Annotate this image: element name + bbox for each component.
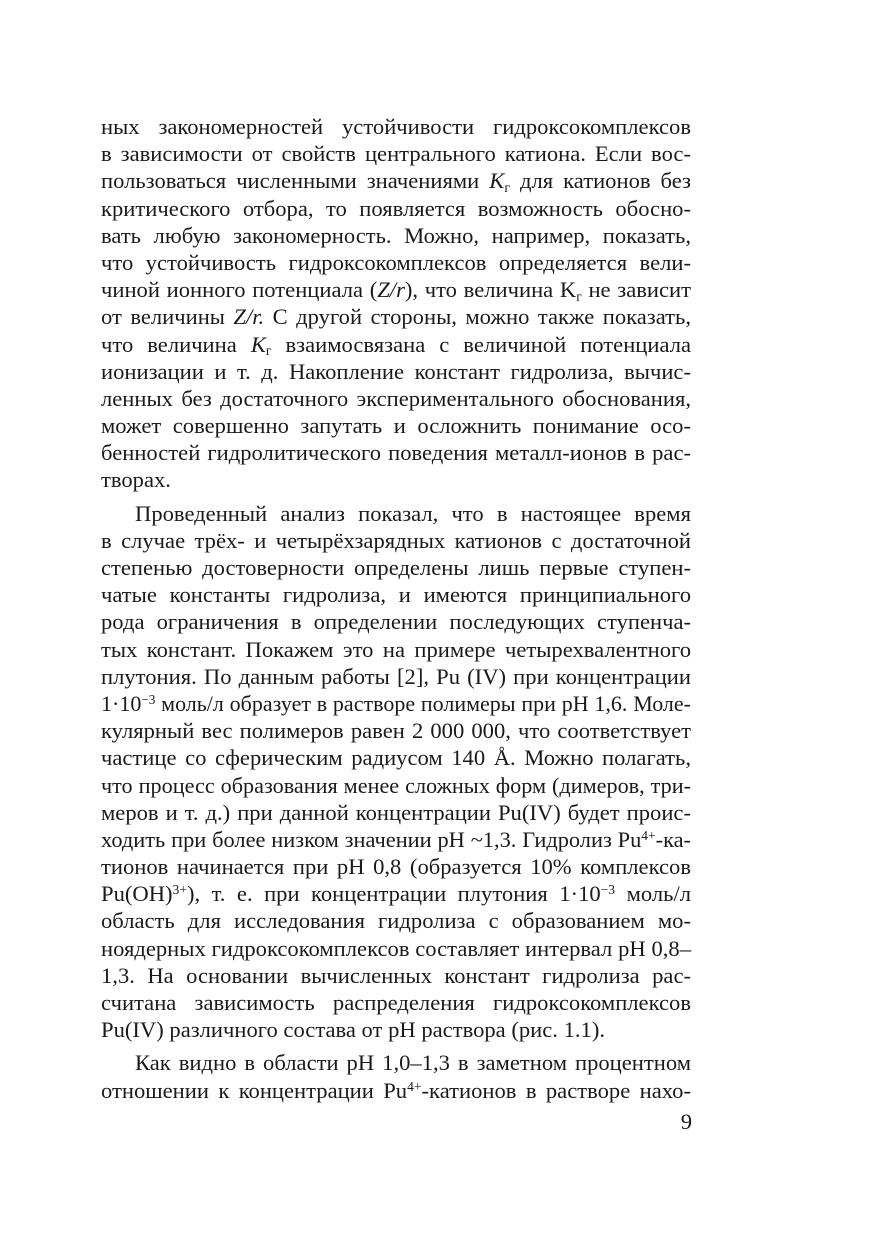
- text-line: может совершенно запутать и осложнить понимание осо-: [101, 413, 691, 439]
- text-line: тых констант. Покажем это на примере четырехвалентного: [101, 636, 691, 662]
- text-line: от величины Z/r. С другой стороны, можно также показать,: [101, 304, 692, 330]
- text-line: ленных без достаточного экспериментального обоснования,: [101, 385, 691, 411]
- text-line: тионов начинается при pH 0,8 (образуется 10% комплексов: [101, 854, 691, 880]
- text-line: пользоваться численными значениями $K_г$ для катионов без: [101, 168, 691, 196]
- text-line: Pu(OH)$^{3+}$), т. е. при концентрации плутония $1\cdot 10^{-3}$ моль/л: [101, 881, 691, 907]
- text-line: ноядерных гидроксокомплексов составляет интервал pH 0,8–: [101, 935, 691, 961]
- text-line: рода ограничения в определении последующих ступенча-: [101, 609, 691, 635]
- text-line: Как видно в области pH 1,0–1,3 в заметном процентном: [135, 1050, 691, 1076]
- text-line: ионизации и т. д. Накопление констант гидролиза, вычис-: [101, 358, 691, 384]
- text-line: $1\cdot 10^{-3}$ моль/л образует в растворе полимеры при pH 1,6. Моле-: [101, 690, 691, 716]
- text-line: критического отбора, то появляется возможность обосно-: [101, 195, 691, 221]
- text-line: степенью достоверности определены лишь первые ступен-: [101, 555, 691, 580]
- text-line: меров и т. д.) при данной концентрации Pu(IV) будет проис-: [101, 799, 691, 825]
- paragraph-1: [101, 113, 691, 494]
- text-line: что процесс образования менее сложных форм (димеров, три-: [101, 772, 691, 798]
- text-line: отношении к концентрации $Pu^{4+}$-катионов в растворе нахо-: [101, 1077, 691, 1103]
- text-line: Проведенный анализ показал, что в настоящее время: [135, 500, 691, 526]
- text-line: вать любую закономерность. Можно, например, показать,: [101, 222, 691, 248]
- text-line: творах.: [101, 467, 171, 493]
- text-line: бенностей гидролитического поведения металл-ионов в рас-: [101, 440, 691, 466]
- text-line: что устойчивость гидроксокомплексов определяется вели-: [101, 249, 691, 275]
- text-line: область для исследования гидролиза с образованием мо-: [101, 908, 691, 934]
- text-line: плутония. По данным работы [2], Pu (IV) при концентрации: [101, 663, 691, 689]
- text-line: в случае трёх- и четырёхзарядных катионов с достаточной: [101, 527, 691, 553]
- text-line: ных закономерностей устойчивости гидроксокомплексов: [101, 114, 691, 139]
- text-line: кулярный вес полимеров равен 2 000 000, что соответствует: [101, 718, 691, 744]
- text-line: Pu(IV) различного состава от pH раствора (рис. 1.1).: [101, 1017, 606, 1043]
- text-line: что величина $K_г$ взаимосвязана с величиной потенциала: [101, 331, 691, 359]
- body-text: [101, 113, 691, 1104]
- page-number: 9: [680, 1109, 692, 1134]
- text-line: ходить при более низком значении pH ~1,3. Гидролиз $Pu^{4+}-ка-$: [101, 826, 691, 852]
- text-line: чатые константы гидролиза, и имеются принципиального: [101, 582, 691, 608]
- paragraph-3: [101, 1049, 691, 1103]
- text-line: 1,3. На основании вычисленных констант гидролиза рас-: [101, 962, 691, 988]
- paragraph-2: [101, 500, 691, 1044]
- text-line: считана зависимость распределения гидроксокомплексов: [101, 990, 691, 1015]
- text-line: частице со сферическим радиусом 140 Å. Можно полагать,: [101, 745, 691, 771]
- text-line: чиной ионного потенциала (Z/r), что величина $K_г$ не зависит: [101, 277, 691, 304]
- text-line: в зависимости от свойств центрального катиона. Если вос-: [101, 141, 691, 167]
